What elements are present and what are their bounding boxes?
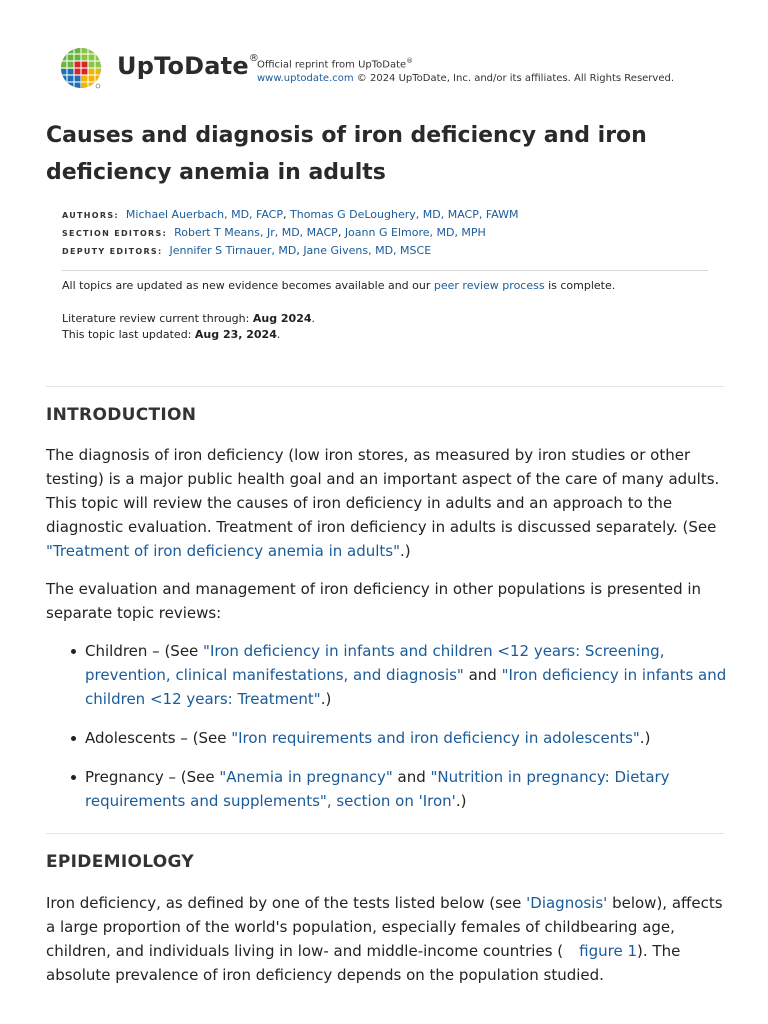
page-title: Causes and diagnosis of iron deficiency and iron deficiency anemia in adults bbox=[46, 123, 647, 185]
literature-review-info bbox=[62, 311, 315, 343]
authors-row: AUTHORS: Michael Auerbach, MD, FACP, Thomas G DeLoughery, MD, MACP, FAWM bbox=[62, 208, 519, 221]
peer-review-link[interactable]: peer review process bbox=[433, 279, 545, 292]
list-item-adolescents: Adolescents – (See "Iron requirements and iron deficiency in adolescents".) bbox=[46, 726, 736, 750]
authors-label: AUTHORS: bbox=[62, 211, 119, 220]
deputy-editors-row: DEPUTY EDITORS: Jennifer S Tirnauer, MD, Jane Givens, MD, MSCE bbox=[62, 244, 432, 257]
section-divider bbox=[46, 386, 724, 387]
author-link[interactable]: Thomas G DeLoughery, MD, MACP, FAWM bbox=[290, 208, 519, 221]
list-item-children: Children – (See "Iron deficiency in infants and children <12 years: Screening, prevention, clinical manifestations, and diagnosis" and "Iron deficiency in infants and children <12 years: Treatment".) bbox=[46, 639, 736, 711]
last-updated-date: This topic last updated: Aug 23, 2024. bbox=[62, 328, 281, 341]
section-editors-row: SECTION EDITORS: Robert T Means, Jr, MD, MACP, Joann G Elmore, MD, MPH bbox=[62, 226, 486, 239]
children-diagnosis-link[interactable]: "Iron deficiency in infants and children <12 years: Screening, prevention, clinical manifestations, and diagnosis" bbox=[85, 642, 665, 684]
divider bbox=[62, 270, 708, 271]
section-editors-label: SECTION EDITORS: bbox=[62, 229, 168, 238]
deputy-editor-link[interactable]: Jane Givens, MD, MSCE bbox=[303, 244, 432, 257]
nutrition-pregnancy-link[interactable]: "Nutrition in pregnancy: Dietary requirements and supplements", section on 'Iron' bbox=[85, 768, 670, 810]
deputy-editor-link[interactable]: Jennifer S Tirnauer, MD bbox=[169, 244, 297, 257]
treatment-link[interactable]: "Treatment of iron deficiency anemia in adults" bbox=[46, 542, 401, 560]
introduction-paragraph-1: The diagnosis of iron deficiency (low iron stores, as measured by iron studies or other testing) is a major public health goal and an important aspect of the care of many adults. This topic will review the causes of iron deficiency in adults and an approach to the diagnostic evaluation. Treatment of iron deficiency in adults is discussed separately. (See "Treatment of iron deficiency anemia in adults".) bbox=[46, 446, 720, 560]
adolescents-link[interactable]: "Iron requirements and iron deficiency in adolescents" bbox=[231, 729, 640, 747]
author-link[interactable]: Michael Auerbach, MD, FACP bbox=[125, 208, 283, 221]
epidemiology-paragraph: Iron deficiency, as defined by one of the tests listed below (see 'Diagnosis' below), affects a large proportion of the world's population, especially females of childbearing age, children, and individuals living in low- and middle-income countries ( figure 1). The absolute prevalence of iron deficiency depends on the population studied. bbox=[46, 894, 723, 984]
section-editor-link[interactable]: Joann G Elmore, MD, MPH bbox=[344, 226, 486, 239]
section-divider bbox=[46, 833, 724, 834]
update-notice: All topics are updated as new evidence becomes available and our peer review process is complete. bbox=[62, 279, 616, 292]
brand-name: UpToDate® bbox=[117, 52, 260, 80]
anemia-pregnancy-link[interactable]: "Anemia in pregnancy" bbox=[219, 768, 393, 786]
diagnosis-link[interactable]: 'Diagnosis' bbox=[526, 894, 608, 912]
credits bbox=[62, 206, 518, 260]
uptodate-logo-icon[interactable] bbox=[60, 47, 104, 91]
site-link[interactable]: www.uptodate.com bbox=[257, 73, 354, 85]
deputy-editors-label: DEPUTY EDITORS: bbox=[62, 247, 163, 256]
figure-1-link[interactable]: figure 1 bbox=[579, 942, 638, 960]
section-editor-link[interactable]: Robert T Means, Jr, MD, MACP bbox=[174, 226, 338, 239]
populations-list bbox=[46, 639, 736, 828]
literature-review-date: Literature review current through: Aug 2024. bbox=[62, 312, 316, 325]
bullet-icon bbox=[71, 736, 76, 741]
header bbox=[60, 47, 740, 91]
epidemiology-heading: EPIDEMIOLOGY bbox=[46, 852, 194, 872]
list-item-pregnancy: Pregnancy – (See "Anemia in pregnancy" and "Nutrition in pregnancy: Dietary requirements and supplements", section on 'Iron'.) bbox=[46, 765, 736, 813]
bullet-icon bbox=[71, 649, 76, 654]
copyright-text: © 2024 UpToDate, Inc. and/or its affiliates. All Rights Reserved. bbox=[353, 73, 675, 85]
bullet-icon bbox=[71, 775, 76, 780]
children-treatment-link[interactable]: "Iron deficiency in infants and children <12 years: Treatment" bbox=[85, 666, 727, 708]
introduction-heading: INTRODUCTION bbox=[46, 405, 197, 425]
introduction-paragraph-2: The evaluation and management of iron deficiency in other populations is presented in separate topic reviews: bbox=[46, 580, 702, 622]
reprint-notice: Official reprint from UpToDate® www.uptodate.com © 2024 UpToDate, Inc. and/or its affiliates. All Rights Reserved. bbox=[257, 57, 675, 85]
reprint-line: Official reprint from UpToDate bbox=[257, 59, 407, 71]
